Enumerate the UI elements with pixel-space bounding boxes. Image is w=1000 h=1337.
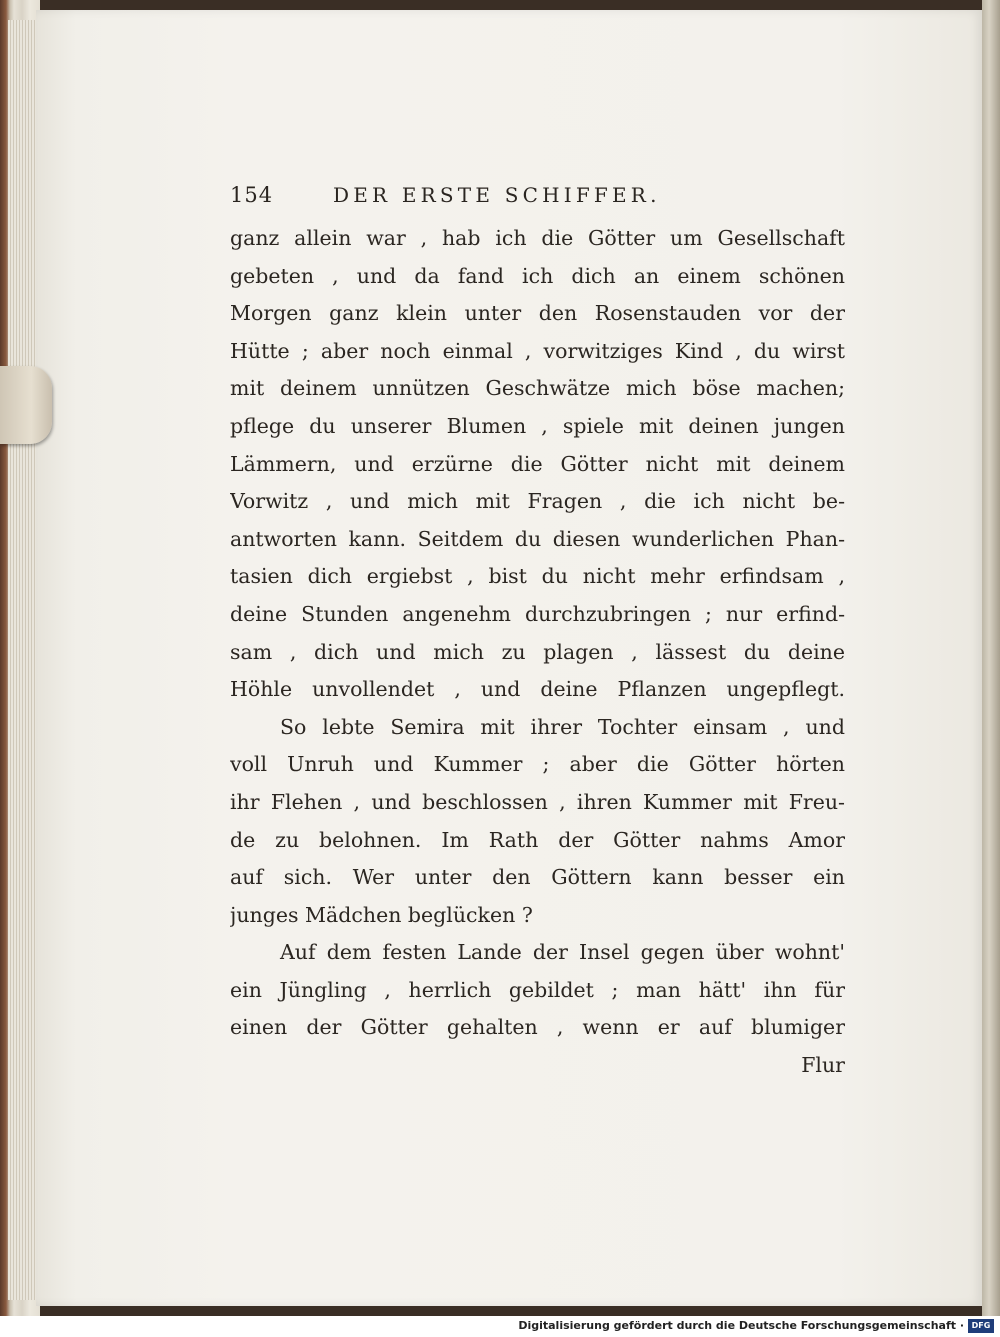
text-line: tasien dich ergiebst , bist du nicht mehr erfindsam , xyxy=(230,564,845,589)
text-line: Hütte ; aber noch einmal , vorwitziges Kind , du wirst xyxy=(230,338,845,363)
text-line: deine Stunden angenehm durchzubringen ; nur erfind- xyxy=(230,601,845,626)
text-line: ihr Flehen , und beschlossen , ihren Kummer mit Freu- xyxy=(230,789,845,814)
dfg-logo: DFG xyxy=(968,1319,994,1333)
text-line: einen der Götter gehalten , wenn er auf blumiger xyxy=(230,1015,845,1040)
text-line: antworten kann. Seitdem du diesen wunderlichen Phan- xyxy=(230,526,845,551)
body-text xyxy=(230,220,845,1085)
footer-bar xyxy=(0,1316,1000,1337)
digitization-credit: Digitalisierung gefördert durch die Deutsche Forschungsgemeinschaft · xyxy=(518,1319,964,1332)
text-line: sam , dich und mich zu plagen , lässest du deine xyxy=(230,639,845,664)
page-number: 154 xyxy=(230,183,274,207)
text-line-paragraph-start: So lebte Semira mit ihrer Tochter einsam , und xyxy=(280,714,845,739)
facing-page-edge xyxy=(982,0,1000,1316)
text-line: mit deinem unnützen Geschwätze mich böse machen; xyxy=(230,376,845,401)
text-line: ein Jüngling , herrlich gebildet ; man hätt' ihn für xyxy=(230,977,845,1002)
text-line: Lämmern, und erzürne die Götter nicht mit deinem xyxy=(230,451,845,476)
running-head xyxy=(230,183,770,215)
text-line: auf sich. Wer unter den Göttern kann besser ein xyxy=(230,865,845,890)
text-line: voll Unruh und Kummer ; aber die Götter hörten xyxy=(230,752,845,777)
bookmark-tab xyxy=(0,366,52,444)
page-stack-edge xyxy=(8,20,38,1300)
text-line: gebeten , und da fand ich dich an einem schönen xyxy=(230,263,845,288)
text-line: junges Mädchen beglücken ? xyxy=(230,902,533,927)
catchword: Flur xyxy=(801,1053,845,1078)
text-line-paragraph-start: Auf dem festen Lande der Insel gegen über wohnt' xyxy=(280,940,845,965)
text-line: Morgen ganz klein unter den Rosenstauden vor der xyxy=(230,301,845,326)
text-line: de zu belohnen. Im Rath der Götter nahms Amor xyxy=(230,827,845,852)
text-line: ganz allein war , hab ich die Götter um Gesellschaft xyxy=(230,226,845,250)
text-line: Höhle unvollendet , und deine Pflanzen ungepflegt. xyxy=(230,677,845,702)
running-title: DER ERSTE SCHIFFER. xyxy=(333,183,661,207)
text-line: Vorwitz , und mich mit Fragen , die ich nicht be- xyxy=(230,489,845,514)
text-line: pflege du unserer Blumen , spiele mit deinen jungen xyxy=(230,413,845,438)
